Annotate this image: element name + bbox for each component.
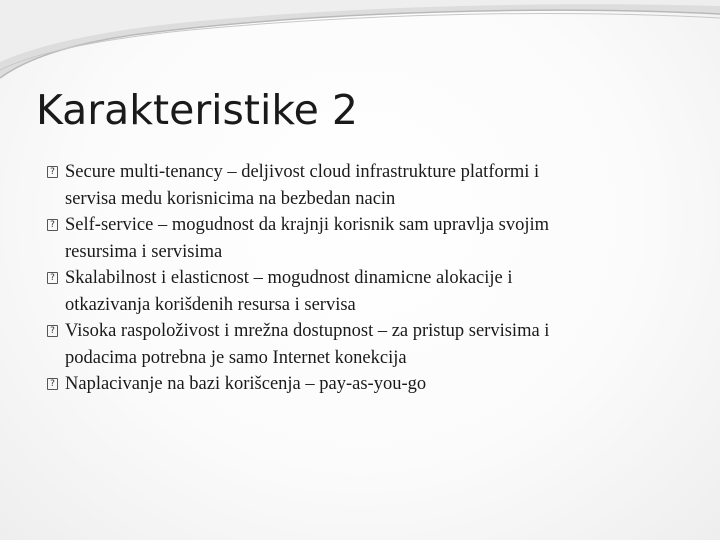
bullet-item [47, 318, 687, 371]
replacement-glyph-icon: ? [47, 166, 58, 178]
header-swoosh-decoration [0, 0, 720, 90]
bullet-line: resursima i servisima [65, 241, 223, 262]
bullet-item [47, 265, 687, 318]
bullet-line: otkazivanja korišdenih resursa i servisa [65, 294, 356, 315]
bullet-line: servisa medu korisnicima na bezbedan nacin [65, 188, 396, 209]
replacement-glyph-icon: ? [47, 378, 58, 390]
bullet-item [47, 212, 687, 265]
bullet-line: Self-service – mogudnost da krajnji korisnik sam upravlja svojim [65, 215, 549, 235]
bullet-item [47, 159, 687, 212]
bullet-line: Secure multi-tenancy – deljivost cloud infrastrukture platformi i [65, 162, 540, 182]
bullet-line: Skalabilnost i elasticnost – mogudnost dinamicne alokacije i [65, 268, 513, 288]
bullet-line: podacima potrebna je samo Internet konekcija [65, 347, 407, 368]
bullet-item [47, 371, 687, 398]
replacement-glyph-icon: ? [47, 325, 58, 337]
replacement-glyph-icon: ? [47, 272, 58, 284]
bullet-list [47, 159, 687, 398]
bullet-line: Visoka raspoloživost i mrežna dostupnost – za pristup servisima i [65, 321, 550, 341]
bullet-line: Naplacivanje na bazi korišcenja – pay-as-you-go [65, 374, 427, 394]
replacement-glyph-icon: ? [47, 219, 58, 231]
slide-title: Karakteristike 2 [36, 86, 359, 134]
